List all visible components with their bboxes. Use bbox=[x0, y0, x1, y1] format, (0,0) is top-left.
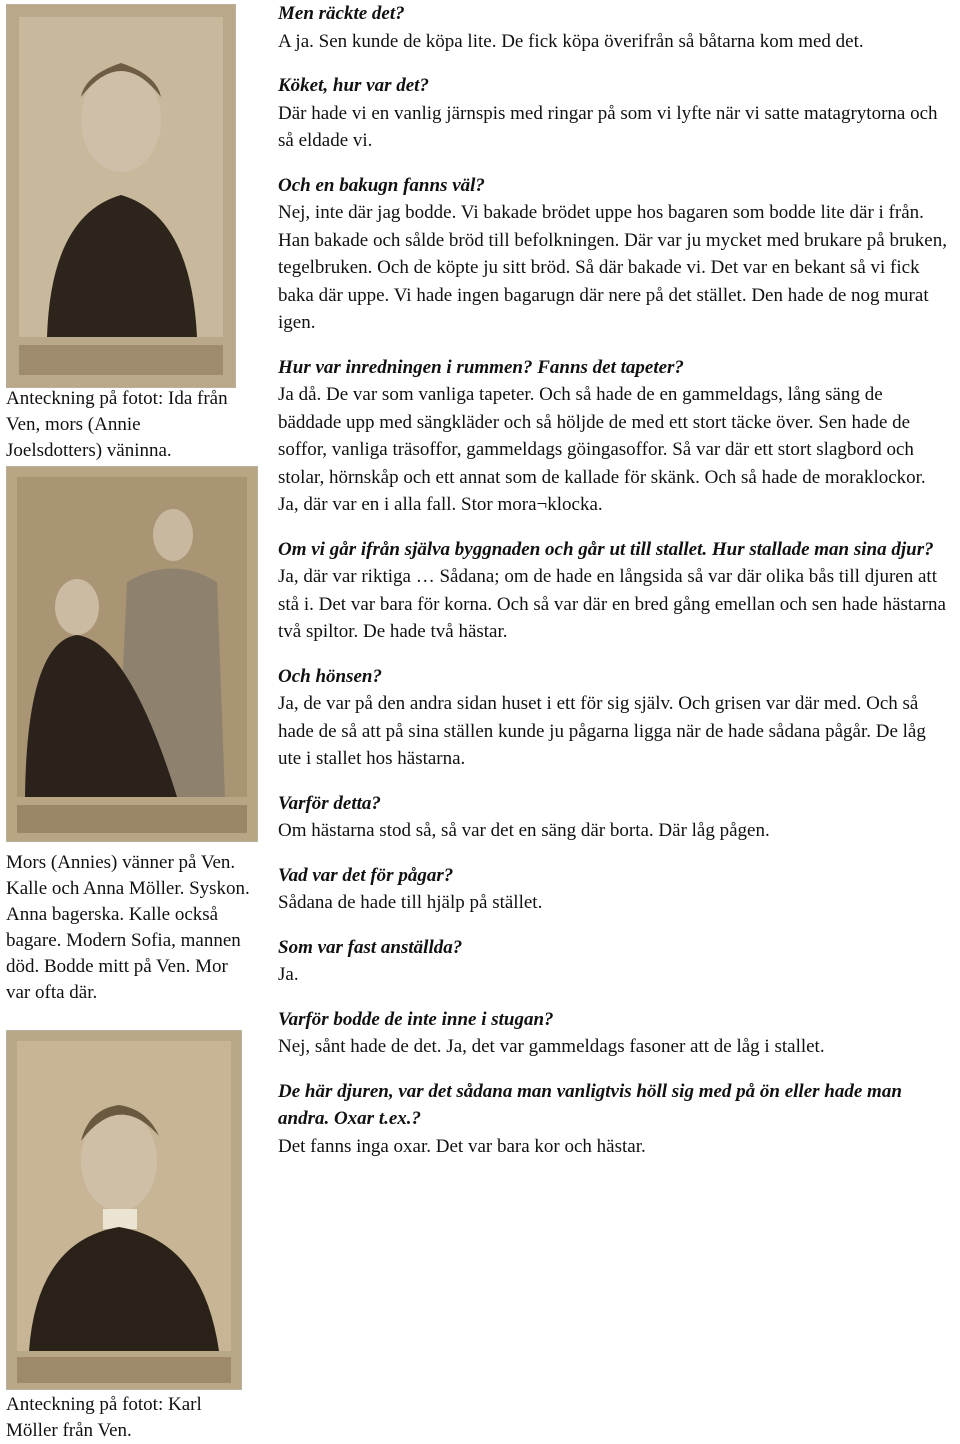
qa-item bbox=[278, 663, 950, 773]
answer: Om hästarna stod så, så var det en säng där borta. Där låg pågen. bbox=[278, 820, 770, 841]
question: Varför detta? bbox=[278, 792, 381, 814]
answer: Ja då. De var som vanliga tapeter. Och så hade de en gammeldags, lång säng de bäddade upp med sängkläder och så höljde de med ett stort täcke över. Sen hade de soffor, vanliga träsoffor, gammeldags göingasoffor. Så var där ett stort slagbord och stolar, hörnskåp och ett annat som de kallade för skänk. Och så hade de moraklockor. Ja, där var en i alla fall. Stor mora¬klocka. bbox=[278, 384, 926, 515]
photo-karl bbox=[6, 1030, 242, 1390]
qa-item bbox=[278, 536, 950, 646]
question: Hur var inredningen i rummen? Fanns det tapeter? bbox=[278, 356, 684, 378]
interview-text bbox=[278, 0, 950, 1177]
qa-item bbox=[278, 790, 950, 845]
question: Vad var det för pågar? bbox=[278, 864, 454, 886]
qa-item bbox=[278, 72, 950, 155]
qa-item bbox=[278, 1006, 950, 1061]
question: De här djuren, var det sådana man vanligtvis höll sig med på ön eller hade man andra. Oxar t.ex.? bbox=[278, 1080, 902, 1129]
caption-ida: Anteckning på fotot: Ida från Ven, mors (Annie Joelsdotters) väninna. bbox=[6, 388, 228, 461]
answer: Där hade vi en vanlig järnspis med ringar på som vi lyfte när vi satte matagrytorna och så eldade vi. bbox=[278, 102, 938, 151]
question: Om vi går ifrån själva byggnaden och går ut till stallet. Hur stallade man sina djur? bbox=[278, 538, 934, 560]
question: Köket, hur var det? bbox=[278, 75, 429, 96]
qa-item bbox=[278, 0, 950, 55]
question: Och en bakugn fanns väl? bbox=[278, 174, 485, 196]
qa-item bbox=[278, 1078, 950, 1161]
answer: A ja. Sen kunde de köpa lite. De fick köpa överifrån så båtarna kom med det. bbox=[278, 30, 864, 52]
question: Som var fast anställda? bbox=[278, 936, 463, 958]
caption-kalle-anna: Mors (Annies) vänner på Ven. Kalle och Anna Möller. Syskon. Anna bagerska. Kalle också bagare. Modern Sofia, mannen död. Bodde mitt på Ven. Mor var ofta där. bbox=[6, 852, 250, 1003]
answer: Ja. bbox=[278, 964, 299, 985]
answer: Nej, inte där jag bodde. Vi bakade brödet uppe hos bagaren som bodde lite där i från. Han bakade och sålde bröd till befolkningen. Där var ju mycket med brukare på bruken, tegelbruken. Och de köpte ju sitt bröd. Så där bakade vi. Det var en bekant så vi fick baka där uppe. Vi hade ingen bagarugn där nere på det stället. Den hade de nog murat igen. bbox=[278, 202, 947, 333]
question: Men räckte det? bbox=[278, 3, 405, 24]
caption-karl: Anteckning på fotot: Karl Möller från Ven. bbox=[6, 1394, 202, 1441]
qa-item bbox=[278, 862, 950, 917]
question: Och hönsen? bbox=[278, 665, 382, 687]
qa-item bbox=[278, 934, 950, 989]
qa-item bbox=[278, 354, 950, 519]
photo-kalle-anna bbox=[6, 466, 258, 842]
answer: Sådana de hade till hjälp på stället. bbox=[278, 892, 543, 913]
answer: Ja, de var på den andra sidan huset i ett för sig själv. Och grisen var där med. Och så hade de så att på sina ställen kunde ju pågarna ligga när de hade sådana pågår. De låg ute i stallet hos hästarna. bbox=[278, 693, 926, 769]
photo-ida bbox=[6, 4, 236, 388]
answer: Nej, sånt hade de det. Ja, det var gammeldags fasoner att de låg i stallet. bbox=[278, 1036, 825, 1057]
question: Varför bodde de inte inne i stugan? bbox=[278, 1008, 554, 1030]
qa-item bbox=[278, 172, 950, 337]
answer: Det fanns inga oxar. Det var bara kor och hästar. bbox=[278, 1135, 646, 1157]
answer: Ja, där var riktiga … Sådana; om de hade en långsida så var där olika bås till djuren att stå i. Det var bara för korna. Och så var där en bred gång emellan och sen hade hästarna två spiltor. De hade två hästar. bbox=[278, 566, 946, 642]
